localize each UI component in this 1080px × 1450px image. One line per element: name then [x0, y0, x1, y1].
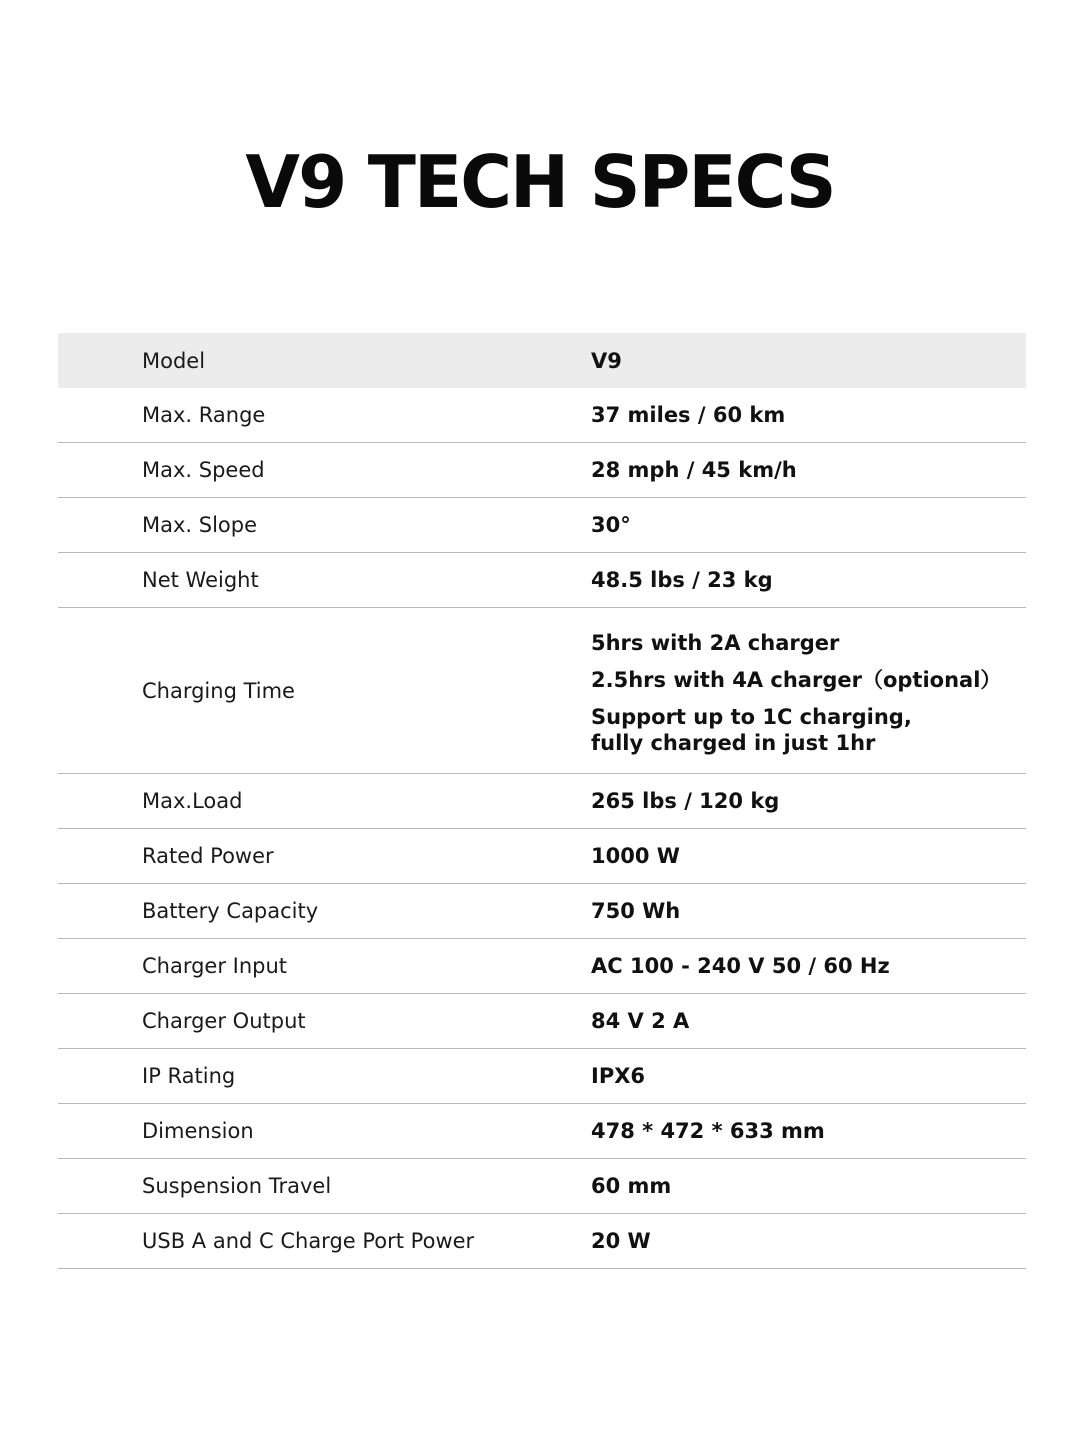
spec-value: 750 Wh: [591, 899, 681, 923]
spec-value: 84 V 2 A: [591, 1009, 690, 1033]
spec-label: Charging Time: [142, 678, 295, 703]
spec-label: Battery Capacity: [142, 899, 319, 923]
spec-value: 265 lbs / 120 kg: [591, 789, 780, 813]
spec-value: 478 * 472 * 633 mm: [591, 1119, 825, 1143]
spec-value-multiline: [591, 630, 1001, 756]
spec-row-charging-time: [58, 608, 1026, 774]
spec-value-line: Support up to 1C charging,: [591, 705, 912, 729]
spec-label: Suspension Travel: [142, 1174, 332, 1198]
spec-label: Max.Load: [142, 789, 243, 813]
spec-row-battery-capacity: [58, 884, 1026, 939]
spec-value: 30°: [591, 513, 631, 537]
spec-value: 37 miles / 60 km: [591, 403, 786, 427]
spec-label: Max. Range: [142, 403, 266, 427]
spec-value: 28 mph / 45 km/h: [591, 458, 797, 482]
spec-row-max-range: [58, 388, 1026, 443]
spec-value-line: fully charged in just 1hr: [591, 731, 876, 755]
spec-value: V9: [591, 348, 622, 373]
specs-header-row: [58, 333, 1026, 388]
spec-value: 48.5 lbs / 23 kg: [591, 568, 773, 592]
spec-label: Net Weight: [142, 568, 259, 592]
spec-row-max-speed: [58, 443, 1026, 498]
spec-row-net-weight: [58, 553, 1026, 608]
spec-value: 60 mm: [591, 1174, 672, 1198]
spec-row-suspension-travel: [58, 1159, 1026, 1214]
spec-row-rated-power: [58, 829, 1026, 884]
spec-label: USB A and C Charge Port Power: [142, 1229, 475, 1253]
spec-value: 1000 W: [591, 844, 680, 868]
spec-row-usb-port-power: [58, 1214, 1026, 1269]
spec-row-max-slope: [58, 498, 1026, 553]
spec-value-line-group: [591, 704, 1001, 756]
specs-table: [58, 333, 1026, 1269]
spec-value-line: 5hrs with 2A charger: [591, 631, 840, 655]
spec-value: AC 100 - 240 V 50 / 60 Hz: [591, 954, 890, 978]
spec-row-ip-rating: [58, 1049, 1026, 1104]
spec-row-charger-output: [58, 994, 1026, 1049]
spec-label: Dimension: [142, 1119, 254, 1143]
spec-row-dimension: [58, 1104, 1026, 1159]
spec-label: IP Rating: [142, 1064, 236, 1088]
spec-value: IPX6: [591, 1064, 646, 1088]
spec-row-charger-input: [58, 939, 1026, 994]
spec-value: 20 W: [591, 1229, 651, 1253]
spec-label: Max. Slope: [142, 513, 258, 537]
spec-label: Charger Output: [142, 1009, 306, 1033]
spec-label: Charger Input: [142, 954, 288, 978]
spec-row-max-load: [58, 774, 1026, 829]
spec-label: Max. Speed: [142, 458, 265, 482]
spec-label: Model: [142, 348, 206, 373]
page-title: V9 TECH SPECS: [245, 140, 835, 224]
spec-label: Rated Power: [142, 844, 274, 868]
spec-value-line: 2.5hrs with 4A charger（optional）: [591, 668, 1002, 692]
